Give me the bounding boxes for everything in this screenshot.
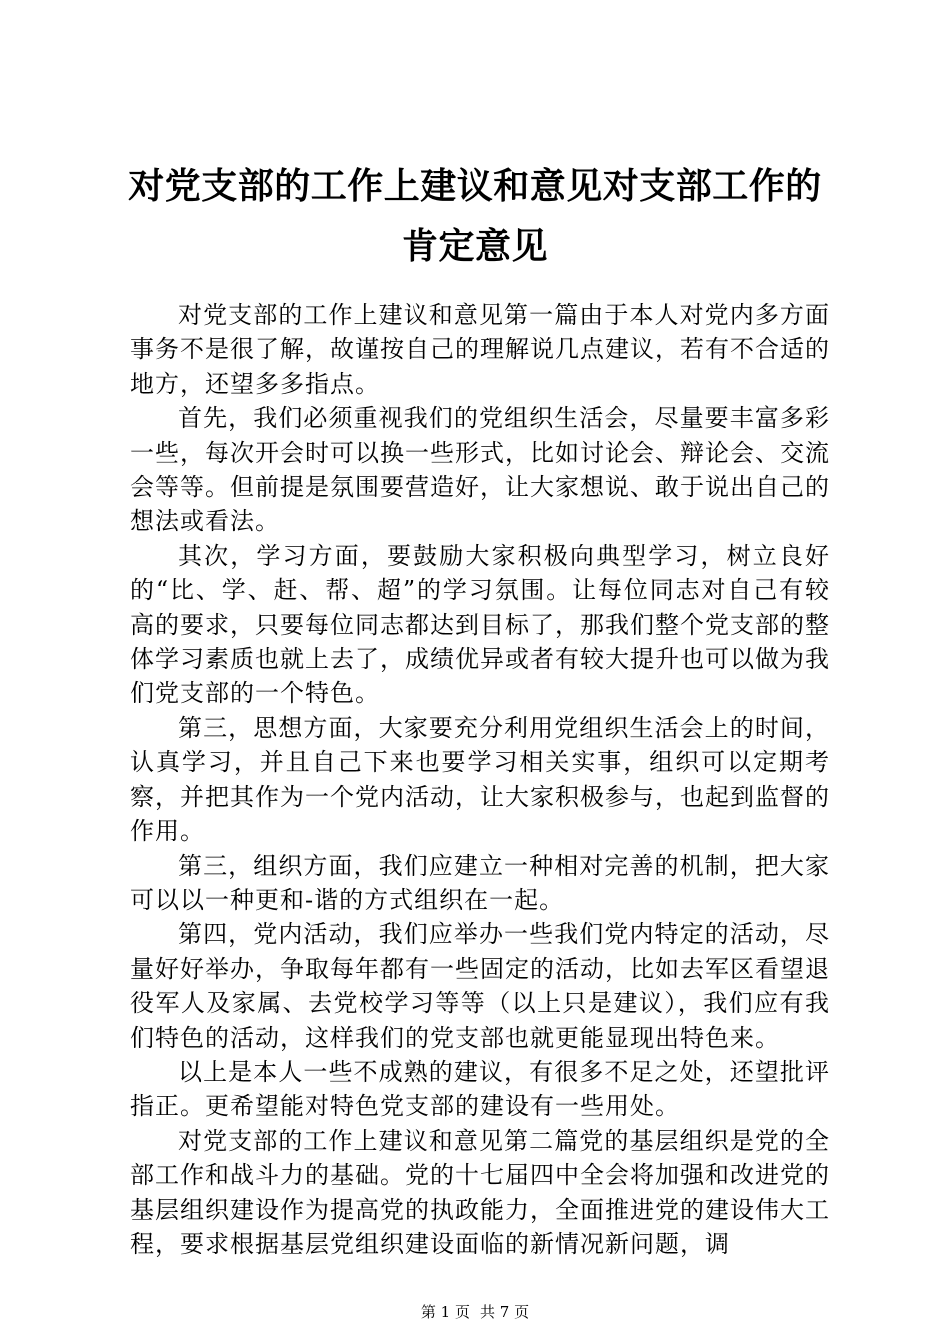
paragraph: 首先，我们必须重视我们的党组织生活会，尽量要丰富多彩一些，每次开会时可以换一些形式，比如讨论会、辩论会、交流会等等。但前提是氛围要营造好，让大家想说、敢于说出自己的想法或看法。 [130,404,830,536]
document-body [130,298,830,1261]
page-number: 第 1 页 [420,1303,470,1321]
paragraph: 第四，党内活动，我们应举办一些我们党内特定的活动，尽量好好举办，争取每年都有一些固定的活动，比如去军区看望退役军人及家属、去党校学习等等（以上只是建议），我们应有我们特色的活动，这样我们的党支部也就更能显现出特色来。 [130,920,830,1052]
page-footer [0,1302,950,1322]
page-total: 共 7 页 [480,1303,530,1321]
paragraph: 以上是本人一些不成熟的建议，有很多不足之处，还望批评指正。更希望能对特色党支部的建设有一些用处。 [130,1057,830,1121]
paragraph: 对党支部的工作上建议和意见第一篇由于本人对党内多方面事务不是很了解，故谨按自己的理解说几点建议，若有不合适的地方，还望多多指点。 [130,301,830,398]
paragraph: 第三，组织方面，我们应建立一种相对完善的机制，把大家可以以一种更和-谐的方式组织在一起。 [130,851,830,914]
document-title: 对党支部的工作上建议和意见对支部工作的肯定意见 [128,165,822,267]
paragraph: 其次，学习方面，要鼓励大家积极向典型学习，树立良好的“比、学、赶、帮、超”的学习氛围。让每位同志对自己有较高的要求，只要每位同志都达到目标了，那我们整个党支部的整体学习素质也就上去了，成绩优异或者有较大提升也可以做为我们党支部的一个特色。 [130,541,830,708]
paragraph: 第三，思想方面，大家要充分利用党组织生活会上的时间，认真学习，并且自己下来也要学习相关实事，组织可以定期考察，并把其作为一个党内活动，让大家积极参与，也起到监督的作用。 [130,713,830,846]
paragraph: 对党支部的工作上建议和意见第二篇党的基层组织是党的全部工作和战斗力的基础。党的十七届四中全会将加强和改进党的基层组织建设作为提高党的执政能力，全面推进党的建设伟大工程，要求根据基层党组织建设面临的新情况新问题，调 [130,1126,830,1258]
